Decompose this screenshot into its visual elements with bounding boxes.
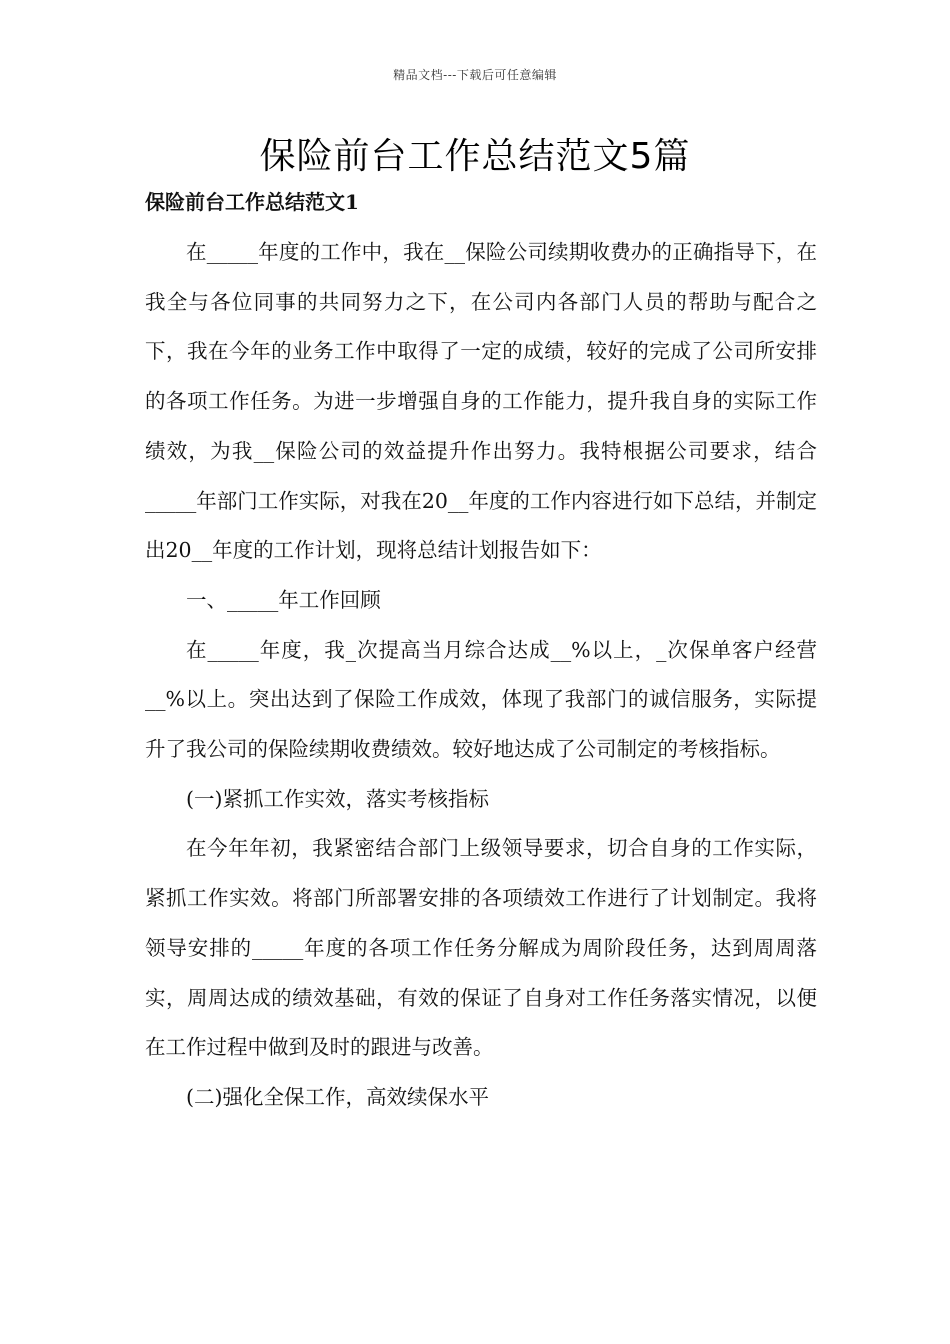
- subheading: (一)紧抓工作实效，落实考核指标: [186, 786, 489, 811]
- section-title: 保险前台工作总结范文1: [145, 190, 359, 214]
- paragraph: 在_____年度，我_次提高当月综合达成__%以上，_次保单客户经营__%以上。突出达到了保险工作成效，体现了我部门的诚信服务，实际提升了我公司的保险续期收费绩效。较好地达成了公司制定的考核指标。: [145, 637, 817, 762]
- paragraph: 在今年年初，我紧密结合部门上级领导要求，切合自身的工作实际，紧抓工作实效。将部门所部署安排的各项绩效工作进行了计划制定。我将领导安排的_____年度的各项工作任务分解成为周阶段任务，达到周周落实，周周达成的绩效基础，有效的保证了自身对工作任务落实情况，以便在工作过程中做到及时的跟进与改善。: [145, 836, 817, 1060]
- subheading: 一、_____年工作回顾: [186, 587, 381, 612]
- document-body: [145, 228, 817, 1123]
- paragraph: 在_____年度的工作中，我在__保险公司续期收费办的正确指导下，在我全与各位同事的共同努力之下，在公司内各部门人员的帮助与配合之下，我在今年的业务工作中取得了一定的成绩，较好的完成了公司所安排的各项工作任务。为进一步增强自身的工作能力，提升我自身的实际工作绩效，为我__保险公司的效益提升作出努力。我特根据公司要求，结合_____年部门工作实际，对我在20__年度的工作内容进行如下总结，并制定出20__年度的工作计划，现将总结计划报告如下：: [145, 240, 817, 563]
- header-note: 精品文档---下载后可任意编辑: [393, 68, 557, 82]
- document-title: 保险前台工作总结范文5篇: [259, 136, 691, 177]
- subheading: (二)强化全保工作，高效续保水平: [186, 1084, 489, 1109]
